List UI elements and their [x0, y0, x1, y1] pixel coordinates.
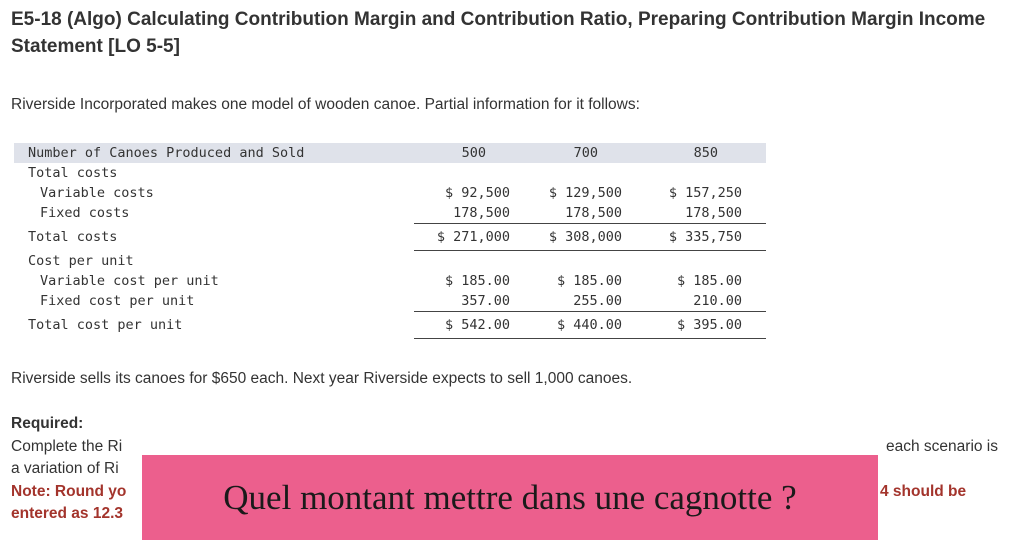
note-line-left: entered as 12.3 [11, 505, 124, 522]
fixed-cost-per-unit-label: Fixed cost per unit [40, 293, 195, 310]
total-cost-per-unit-value: $ 542.00 [414, 312, 534, 339]
overlay-banner [142, 455, 878, 540]
variable-costs-value: $ 157,250 [668, 185, 742, 201]
variable-cost-per-unit-value: $ 185.00 [676, 273, 742, 289]
fixed-costs-value: 178,500 [646, 203, 766, 224]
table-row [14, 183, 766, 203]
fixed-costs-value: 178,500 [534, 203, 646, 224]
required-line-right: each scenario is [886, 438, 999, 455]
cost-per-unit-heading: Cost per unit [28, 252, 134, 269]
total-costs-value: $ 271,000 [414, 224, 534, 251]
total-costs-value: $ 335,750 [646, 224, 766, 251]
header-value: 850 [646, 143, 766, 163]
banner-text: Quel montant mettre dans une cagnotte ? [223, 477, 797, 517]
cost-table [14, 143, 766, 339]
total-costs-label: Total costs [28, 229, 118, 245]
header-label: Number of Canoes Produced and Sold [14, 143, 414, 163]
variable-cost-per-unit-label: Variable cost per unit [40, 273, 219, 289]
fixed-costs-value: 178,500 [414, 203, 534, 224]
fixed-cost-per-unit-value: 255.00 [534, 291, 646, 312]
table-row [14, 271, 766, 291]
required-heading: Required: [11, 415, 84, 432]
total-costs-value: $ 308,000 [534, 224, 646, 251]
variable-costs-label: Variable costs [40, 185, 154, 201]
variable-cost-per-unit-value: $ 185.00 [444, 273, 510, 289]
total-cost-per-unit-label: Total cost per unit [28, 317, 183, 333]
required-line-left: Complete the Ri [11, 438, 123, 455]
sells-text: Riverside sells its canoes for $650 each. Next year Riverside expects to sell 1,000 canoes. [11, 370, 633, 387]
header-value: 700 [534, 143, 646, 163]
variable-costs-value: $ 92,500 [444, 185, 510, 201]
required-line-left: a variation of Ri [11, 460, 119, 477]
fixed-cost-per-unit-value: 210.00 [646, 291, 766, 312]
fixed-cost-per-unit-value: 357.00 [414, 291, 534, 312]
total-cost-per-unit-value: $ 395.00 [646, 312, 766, 339]
table-row [14, 291, 766, 312]
total-costs-heading: Total costs [28, 165, 118, 181]
problem-title: E5-18 (Algo) Calculating Contribution Margin and Contribution Ratio, Preparing Contribution Margin Income Statement [LO 5-5] [11, 9, 986, 57]
table-row [14, 203, 766, 224]
table-row [14, 251, 766, 272]
note-left: Note: Round yo [11, 483, 127, 500]
total-cost-per-unit-value: $ 440.00 [534, 312, 646, 339]
table-row [14, 312, 766, 339]
table-row [14, 163, 766, 183]
variable-costs-value: $ 129,500 [548, 185, 622, 201]
intro-text: Riverside Incorporated makes one model of wooden canoe. Partial information for it follows: [11, 96, 640, 113]
note-right: 4 should be [880, 483, 967, 500]
table-header-row [14, 143, 766, 163]
variable-cost-per-unit-value: $ 185.00 [556, 273, 622, 289]
table-row [14, 224, 766, 251]
fixed-costs-label: Fixed costs [40, 205, 130, 222]
header-value: 500 [414, 143, 534, 163]
